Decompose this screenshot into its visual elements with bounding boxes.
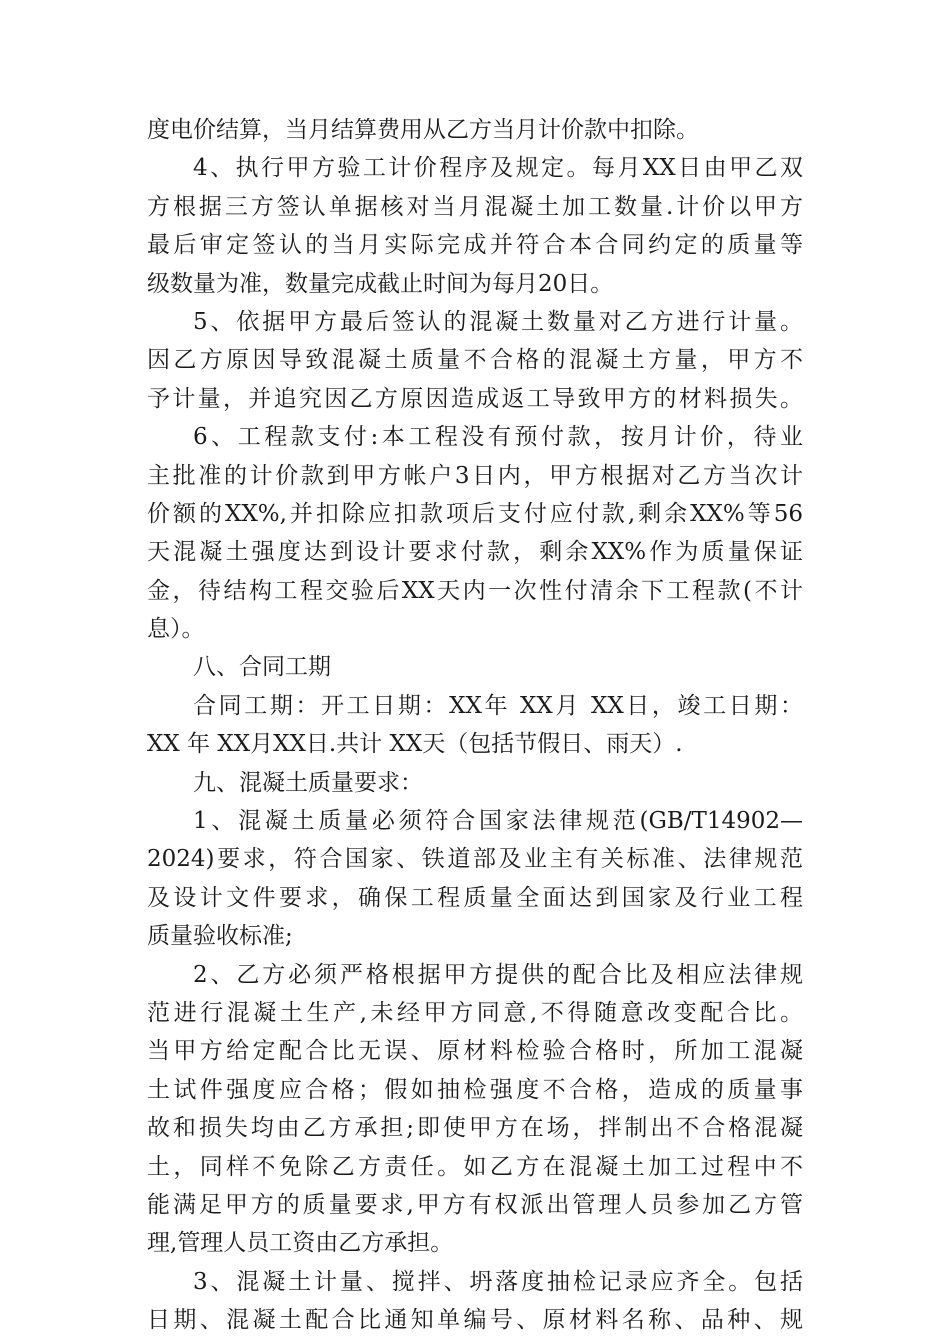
- text-line: 5、依据甲方最后签认的混凝土数量对乙方进行计量。: [193, 308, 803, 335]
- text-line: 天混凝土强度达到设计要求付款，剩余XX%作为质量保证: [147, 539, 803, 566]
- text-line: 范进行混凝土生产,未经甲方同意,不得随意改变配合比。: [147, 999, 803, 1026]
- text-line: 1、混凝土质量必须符合国家法律规范(GB/T14902—: [193, 808, 803, 835]
- text-line: XX 年 XX月XX日.共计 XX天（包括节假日、雨天）.: [147, 731, 683, 758]
- text-line: 最后审定签认的当月实际完成并符合本合同约定的质量等: [147, 232, 803, 259]
- text-line: 方根据三方签认单据核对当月混凝土加工数量.计价以甲方: [147, 193, 803, 220]
- text-line: 4、执行甲方验工计价程序及规定。每月XX日由甲乙双: [193, 155, 803, 182]
- text-line: 主批准的计价款到甲方帐户3日内，甲方根据对乙方当次计: [147, 462, 803, 489]
- text-line: 6、工程款支付:本工程没有预付款，按月计价，待业: [193, 424, 803, 451]
- text-line: 能满足甲方的质量要求,甲方有权派出管理人员参加乙方管: [147, 1191, 803, 1218]
- text-line: 金，待结构工程交验后XX天内一次性付清余下工程款(不计: [147, 577, 803, 604]
- text-line: 当甲方给定配合比无误、原材料检验合格时，所加工混凝: [147, 1038, 803, 1065]
- text-line: 2024)要求，符合国家、铁道部及业主有关标准、法律规范: [147, 846, 803, 873]
- text-line: 予计量，并追究因乙方原因造成返工导致甲方的材料损失。: [147, 385, 803, 412]
- document-body: [147, 111, 803, 1340]
- text-line: 及设计文件要求，确保工程质量全面达到国家及行业工程: [147, 884, 803, 911]
- text-line: 级数量为准，数量完成截止时间为每月20日。: [147, 270, 614, 297]
- text-line: 息）。: [147, 616, 205, 643]
- text-line: 理,管理人员工资由乙方承担。: [147, 1230, 454, 1257]
- text-line: 合同工期：开工日期：XX年 XX月 XX日，竣工日期：: [193, 692, 803, 719]
- text-line: 3、混凝土计量、搅拌、坍落度抽检记录应齐全。包括: [193, 1268, 803, 1295]
- text-line: 质量验收标准;: [147, 923, 293, 950]
- section-heading: 八、合同工期: [193, 654, 331, 681]
- text-line: 因乙方原因导致混凝土质量不合格的混凝土方量，甲方不: [147, 347, 803, 374]
- text-line: 2、乙方必须严格根据甲方提供的配合比及相应法律规: [193, 961, 803, 988]
- section-heading: 九、混凝土质量要求：: [193, 769, 423, 796]
- text-line: 度电价结算，当月结算费用从乙方当月计价款中扣除。: [147, 117, 699, 143]
- text-line: 土试件强度应合格；假如抽检强度不合格，造成的质量事: [147, 1076, 803, 1103]
- text-line: 土，同样不免除乙方责任。如乙方在混凝土加工过程中不: [147, 1153, 803, 1180]
- text-line: 价额的XX%,并扣除应扣款项后支付应付款,剩余XX%等56: [147, 500, 803, 527]
- text-line: 故和损失均由乙方承担;即使甲方在场，拌制出不合格混凝: [147, 1115, 803, 1142]
- text-line: 日期、混凝土配合比通知单编号、原材料名称、品种、规: [147, 1307, 803, 1334]
